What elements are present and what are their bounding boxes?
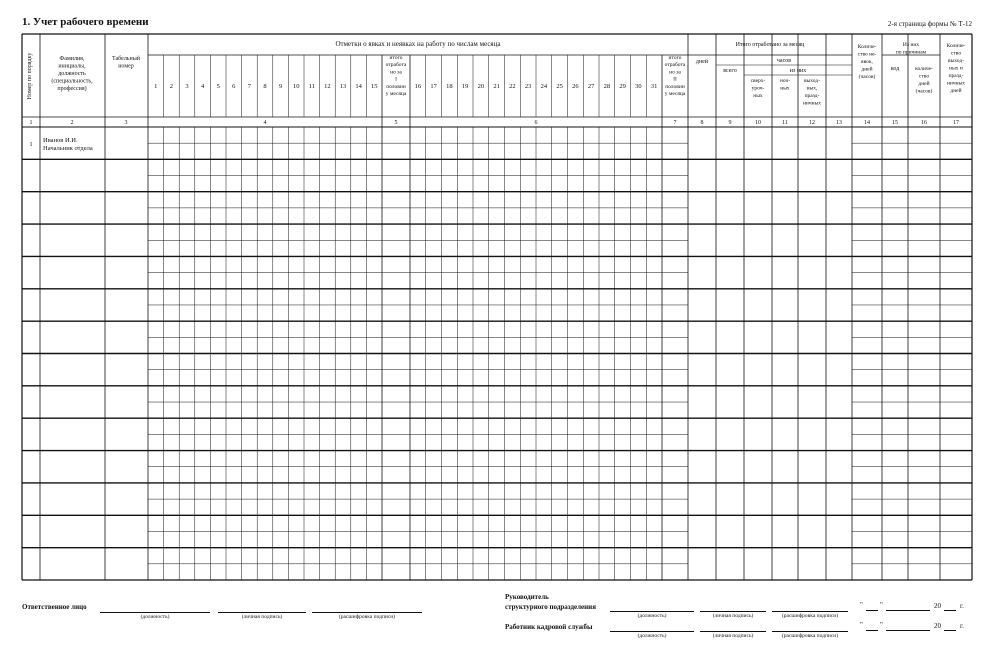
column-number: 2 (70, 120, 74, 126)
day-number: 16 (414, 83, 422, 90)
caption-position-2: (должность) (637, 613, 667, 619)
half1-header: половин (386, 83, 406, 90)
days-off-header: празд- (948, 73, 964, 79)
reason-days-header: количе- (915, 66, 933, 72)
column-number: 1 (29, 120, 33, 126)
employee-position: Начальник отдела (43, 145, 93, 152)
total-worked-header: Итого отработано за месяц (735, 42, 805, 48)
date-year-line-2[interactable] (944, 630, 956, 631)
day-number: 25 (556, 83, 563, 90)
date-day-line[interactable] (866, 610, 878, 611)
days-header: дней (695, 59, 709, 65)
half1-header: но за (390, 69, 402, 76)
half1-header: итого (389, 55, 403, 61)
column-number: 6 (534, 120, 538, 126)
caption-position-3: (должность) (637, 633, 667, 639)
date-year-prefix-2: 20 (934, 622, 941, 630)
day-number: 2 (169, 83, 174, 90)
day-number: 1 (154, 83, 158, 90)
half2-header: итого (668, 55, 682, 61)
reasons-header: Из них (902, 42, 920, 48)
days-off-header: выход- (947, 58, 965, 64)
day-number: 15 (370, 83, 378, 90)
column-number: 7 (673, 120, 677, 126)
total-header: всего (723, 68, 737, 74)
half2-header: II (673, 76, 677, 83)
day-number: 14 (355, 83, 362, 90)
half2-header: у месяца (664, 91, 686, 97)
day-number: 12 (324, 83, 331, 90)
column-number: 13 (836, 120, 842, 126)
name-header: Фамилия, (59, 56, 85, 62)
date-year-suffix-2: г. (960, 622, 964, 630)
absence-header: (часов) (858, 74, 876, 80)
code-header: код (890, 66, 900, 72)
date-quote-close: " (880, 601, 883, 609)
head-position-line[interactable] (610, 611, 694, 612)
name-header: должность (58, 71, 86, 77)
row-number-header: Номер по порядку (27, 52, 33, 100)
day-number: 27 (587, 83, 595, 90)
responsible-position-line[interactable] (100, 612, 210, 613)
days-off-header: ных и (949, 65, 963, 72)
day-number: 10 (292, 83, 300, 90)
reason-days-header: дней (918, 81, 930, 87)
day-number: 22 (509, 83, 516, 90)
days-off-header: дней (950, 88, 962, 94)
day-number: 21 (493, 83, 500, 90)
absence-header: явок, (861, 59, 873, 65)
column-number: 3 (124, 120, 128, 126)
date-day-line-2[interactable] (866, 630, 878, 631)
half2-header: отработа (664, 62, 686, 69)
day-number: 11 (308, 83, 315, 90)
name-header: инициалы, (58, 63, 86, 70)
marks-header: Отметки о явках и неявках на работу по числам месяца (335, 40, 501, 48)
day-number: 19 (461, 83, 469, 90)
day-number: 23 (524, 83, 532, 90)
weekend-header: выход- (803, 78, 821, 84)
column-number: 12 (809, 120, 815, 126)
half1-header: отработа (385, 62, 407, 69)
form-reference: 2-я страница формы № Т-12 (887, 20, 972, 28)
column-number: 14 (864, 120, 870, 126)
weekend-header: ных, (806, 85, 818, 92)
weekend-header: празд- (804, 93, 820, 99)
overtime-header: сверх- (750, 78, 766, 84)
caption-decoding-2: (расшифровка подписи) (781, 613, 839, 619)
overtime-header: уроч- (751, 85, 765, 92)
hr-signature-line[interactable] (700, 631, 766, 632)
column-number: 5 (394, 120, 398, 126)
reasons-header: по причинам (895, 49, 927, 56)
day-number: 20 (477, 83, 485, 90)
days-off-header: Количе- (946, 43, 966, 49)
half2-header: но за (669, 69, 681, 76)
date-quote-close-2: " (880, 621, 883, 629)
head-label-line2: структурного подразделения (505, 603, 596, 611)
tab-number-header: Табельный (112, 56, 140, 62)
day-number: 6 (232, 83, 236, 90)
absence-header: ство не- (857, 51, 877, 58)
day-number: 4 (200, 83, 205, 90)
caption-decoding-3: (расшифровка подписи) (781, 633, 839, 639)
caption-signature-2: (личная подпись) (712, 613, 754, 619)
date-year-prefix: 20 (934, 602, 941, 610)
reason-days-header: (часов) (915, 88, 933, 95)
absence-header: Количе- (857, 44, 877, 50)
date-quote-open-2: " (860, 621, 863, 629)
day-number: 31 (650, 83, 658, 90)
responsible-label: Ответственное лицо (22, 603, 87, 611)
reason-days-header: ство (918, 73, 930, 80)
head-label-line1: Руководитель (505, 593, 549, 601)
day-number: 8 (263, 83, 267, 90)
weekend-header: ничных (802, 100, 822, 107)
half1-header: у месяца (385, 91, 407, 97)
responsible-decoding-line[interactable] (312, 612, 422, 613)
tab-number-header: номер (118, 63, 134, 70)
absence-header: дней (861, 66, 873, 73)
column-number: 11 (782, 120, 788, 126)
day-number: 9 (278, 83, 283, 90)
caption-signature: (личная подпись) (241, 614, 283, 620)
day-number: 30 (635, 83, 642, 90)
caption-signature-3: (личная подпись) (712, 633, 754, 639)
column-number: 15 (892, 120, 898, 126)
section-title: 1. Учет рабочего времени (22, 16, 149, 28)
employee-name: Иванов И.И. (43, 137, 78, 144)
day-number: 24 (540, 83, 548, 90)
caption-decoding: (расшифровка подписи) (338, 614, 396, 620)
days-off-header: ство (950, 50, 962, 57)
column-number: 8 (700, 120, 704, 126)
overtime-header: ных (753, 93, 763, 99)
column-number: 17 (953, 120, 959, 126)
hr-decoding-line[interactable] (772, 631, 848, 632)
date-year-line[interactable] (944, 610, 956, 611)
date-year-suffix: г. (960, 602, 964, 610)
night-header: ноч- (779, 78, 791, 84)
column-number: 16 (921, 120, 927, 126)
day-number: 5 (216, 83, 220, 90)
employee-number: 1 (29, 141, 33, 148)
column-number: 4 (263, 120, 267, 126)
hours-header: часов (776, 58, 792, 64)
day-number: 7 (247, 83, 252, 90)
head-decoding-line[interactable] (772, 611, 848, 612)
caption-position: (должность) (140, 614, 170, 620)
responsible-signature-line[interactable] (218, 612, 306, 613)
hr-worker-label: Работник кадровой службы (505, 623, 593, 631)
date-month-line-2[interactable] (886, 630, 930, 631)
name-header: (специальность, (51, 78, 93, 85)
date-month-line[interactable] (886, 610, 930, 611)
days-off-header: ничных (946, 80, 966, 87)
day-number: 18 (446, 83, 453, 90)
column-number: 9 (728, 120, 732, 126)
head-signature-line[interactable] (700, 611, 766, 612)
day-number: 3 (185, 83, 189, 90)
name-header: профессия) (57, 86, 87, 92)
column-number: 10 (755, 120, 761, 126)
half2-header: половин (665, 83, 685, 90)
day-number: 13 (339, 83, 347, 90)
day-number: 28 (603, 83, 611, 90)
day-number: 29 (619, 83, 626, 90)
half1-header: I (395, 76, 397, 83)
night-header: ных (780, 85, 790, 92)
hr-position-line[interactable] (610, 631, 694, 632)
day-number: 26 (572, 83, 579, 90)
date-quote-open: " (860, 601, 863, 609)
of-them-header: из них (789, 68, 807, 74)
day-number: 17 (430, 83, 437, 90)
